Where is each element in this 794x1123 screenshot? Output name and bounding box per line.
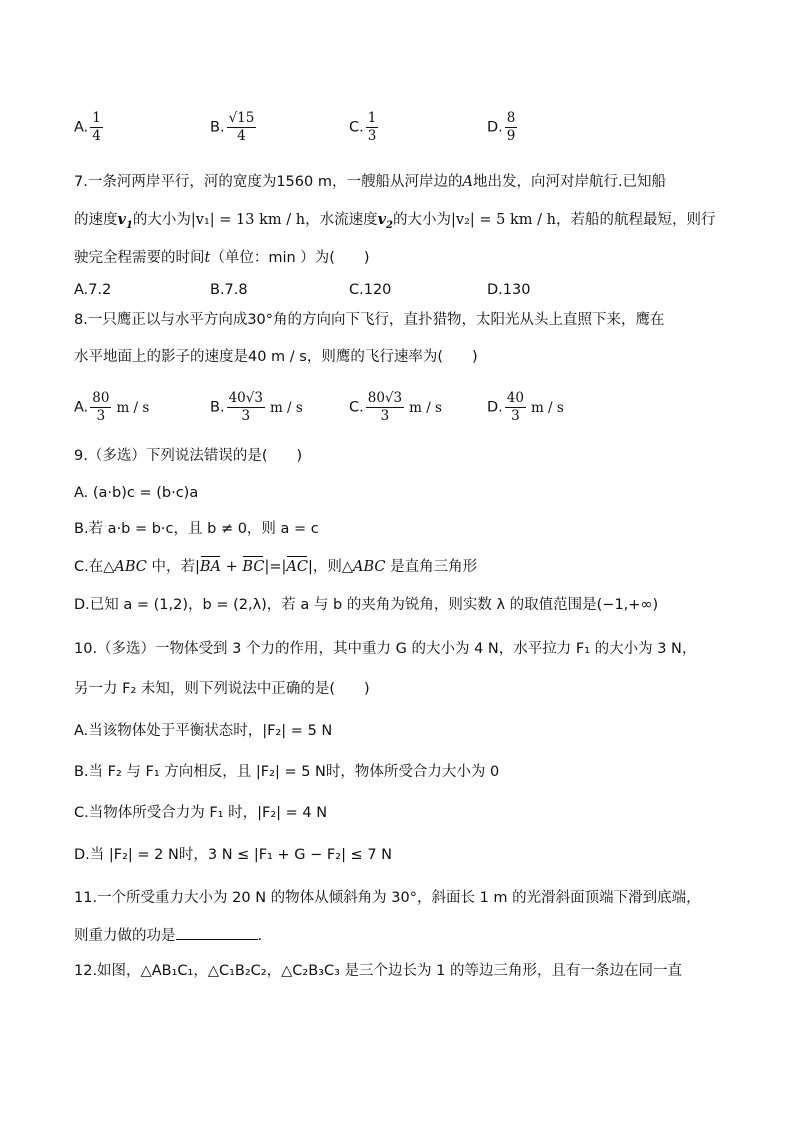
q12-stem-line-1: 12.如图，△AB₁C₁，△C₁B₂C₂，△C₂B₃C₃ 是三个边长为 1 的等边三角形，且有一条边在同一直 xyxy=(74,963,682,979)
q8-option-c[interactable]: C. $\frac{80√3}{3}$ m / s xyxy=(349,390,442,424)
q10-stem-line-2: 另一力 F₂ 未知，则下列说法中正确的是( ) xyxy=(74,681,370,697)
q9-option-a[interactable]: A. (a·b)c = (b·c)a xyxy=(74,485,199,501)
fraction: $\frac{40√3}{3}$ xyxy=(228,390,263,424)
q8-stem-line-1: 8.一只鹰正以与水平方向成30°角的方向向下飞行，直扑猎物，太阳光从头上直照下来，鹰在 xyxy=(74,312,665,328)
q6-option-a[interactable]: A. $\frac{1}{4}$ xyxy=(74,110,101,144)
q7-option-c[interactable]: C.120 xyxy=(349,282,392,298)
fraction: $\frac{√15}{4}$ xyxy=(228,110,255,144)
q10-option-d[interactable]: D.当 |F₂| = 2 N时，3 N ≤ |F₁ + G − F₂| ≤ 7 N xyxy=(74,847,393,863)
fraction: $\frac{8}{9}$ xyxy=(506,110,516,144)
fraction: $\frac{1}{4}$ xyxy=(92,110,101,144)
q7-stem-line-2: 的速度$v_1$的大小为|v₁| = 13 km / h，水流速度$v_2$的大小为|v₂| = 5 km / h，若船的航程最短，则行 xyxy=(74,211,716,231)
q10-option-b[interactable]: B.当 F₂ 与 F₁ 方向相反，且 |F₂| = 5 N时，物体所受合力大小为 0 xyxy=(74,764,500,780)
fraction: $\frac{40}{3}$ xyxy=(506,390,524,424)
q6-option-d[interactable]: D. $\frac{8}{9}$ xyxy=(487,110,516,144)
q8-option-a[interactable]: A. $\frac{80}{3}$ m / s xyxy=(74,390,150,424)
fraction: $\frac{80√3}{3}$ xyxy=(367,390,403,424)
vector-v1: $v_1$ xyxy=(117,211,133,231)
fraction: $\frac{80}{3}$ xyxy=(92,390,110,424)
fraction: $\frac{1}{3}$ xyxy=(367,110,377,144)
vector-v2: $v_2$ xyxy=(377,211,393,231)
q8-option-d[interactable]: D. $\frac{40}{3}$ m / s xyxy=(487,390,564,424)
q10-stem-line-1: 10.（多选）一物体受到 3 个力的作用，其中重力 G 的大小为 4 N，水平拉力 F₁ 的大小为 3 N， xyxy=(74,641,697,657)
q6-option-b[interactable]: B. $\frac{√15}{4}$ xyxy=(210,110,255,144)
q9-stem: 9.（多选）下列说法错误的是( ) xyxy=(74,448,303,464)
q6-option-c[interactable]: C. $\frac{1}{3}$ xyxy=(349,110,377,144)
q9-option-d[interactable]: D.已知 a = (1,2)，b = (2,λ)，若 a 与 b 的夹角为锐角，则实数 λ 的取值范围是(−1,+∞) xyxy=(74,597,659,613)
q10-option-a[interactable]: A.当该物体处于平衡状态时，|F₂| = 5 N xyxy=(74,723,333,739)
q10-option-c[interactable]: C.当物体所受合力为 F₁ 时，|F₂| = 4 N xyxy=(74,805,328,821)
q9-option-c[interactable]: C.在△ABC 中，若|BA + BC|=|AC|，则△ABC 是直角三角形 xyxy=(74,559,478,575)
q7-option-a[interactable]: A.7.2 xyxy=(74,282,112,298)
q11-stem-line-1: 11.一个所受重力大小为 20 N 的物体从倾斜角为 30°，斜面长 1 m 的光滑斜面顶端下滑到底端， xyxy=(74,890,701,906)
q7-option-b[interactable]: B.7.8 xyxy=(210,282,248,298)
q11-stem-line-2: 则重力做的功是 . xyxy=(74,925,262,946)
q8-stem-line-2: 水平地面上的影子的速度是40 m / s，则鹰的飞行速率为( ) xyxy=(74,349,478,365)
answer-blank[interactable] xyxy=(176,925,258,940)
q7-stem-line-3: 驶完全程需要的时间t（单位：min ）为( ) xyxy=(74,250,370,266)
q8-option-b[interactable]: B. $\frac{40√3}{3}$ m / s xyxy=(210,390,303,424)
q9-option-b[interactable]: B.若 a·b = b·c，且 b ≠ 0，则 a = c xyxy=(74,521,319,537)
q7-stem-line-1: 7.一条河两岸平行，河的宽度为1560 m，一艘船从河岸边的A地出发，向河对岸航行.已知船 xyxy=(74,174,667,190)
q7-option-d[interactable]: D.130 xyxy=(487,282,531,298)
